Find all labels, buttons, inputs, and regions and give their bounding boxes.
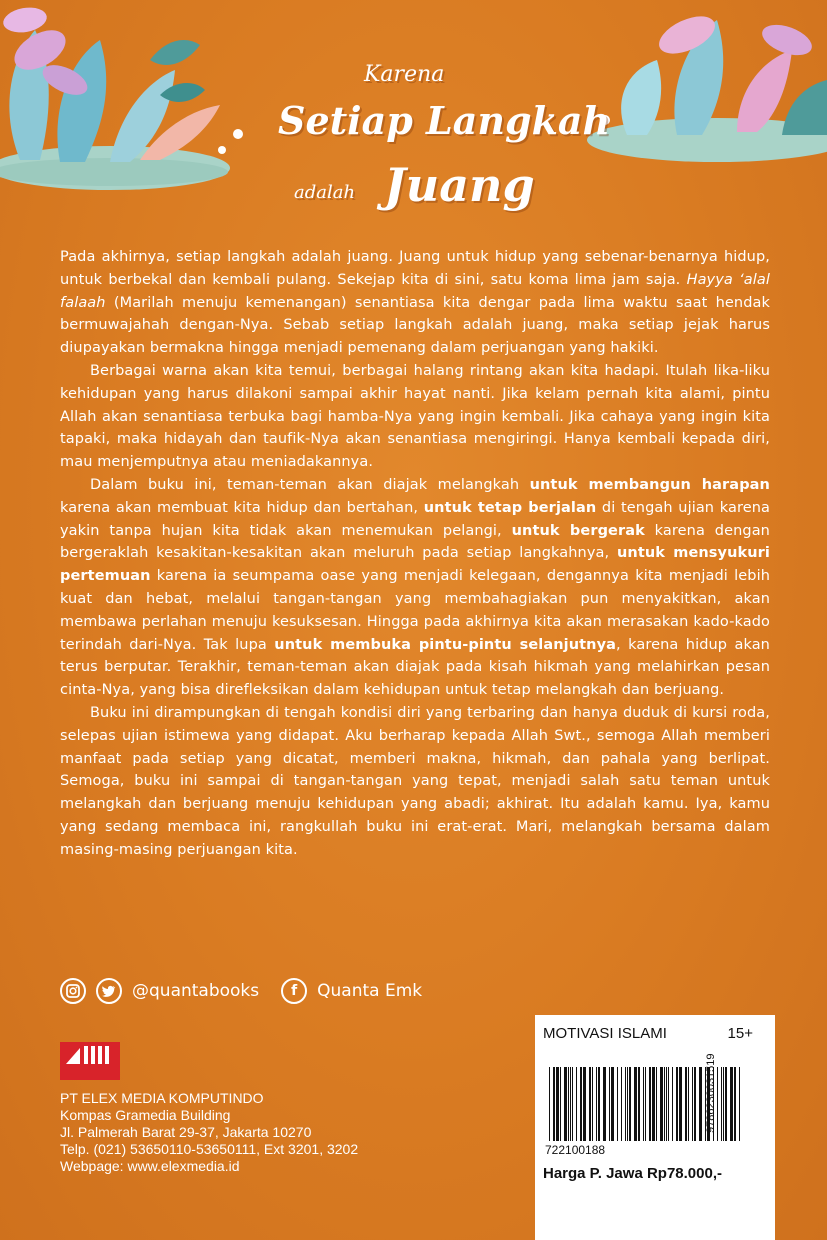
isbn-number: 9786230031519 bbox=[705, 1053, 717, 1133]
age-rating: 15+ bbox=[727, 1025, 753, 1042]
barcode-bar bbox=[739, 1067, 740, 1141]
social-links bbox=[60, 976, 422, 1006]
barcode-bar bbox=[652, 1067, 655, 1141]
barcode-bar bbox=[560, 1067, 561, 1141]
bold-phrase: untuk bergerak bbox=[511, 522, 645, 539]
twitter-icon[interactable] bbox=[96, 978, 122, 1004]
publisher-name: PT ELEX MEDIA KOMPUTINDO bbox=[60, 1090, 264, 1106]
barcode-bar bbox=[625, 1067, 626, 1141]
barcode-bar bbox=[692, 1067, 693, 1141]
facebook-icon[interactable]: f bbox=[281, 978, 307, 1004]
italic-phrase: Hayya ‘alal falaah bbox=[60, 271, 771, 311]
price-label: Harga P. Jawa Rp78.000,- bbox=[543, 1165, 722, 1182]
barcode-bar bbox=[668, 1067, 669, 1141]
bold-phrase: untuk mensyukuri pertemuan bbox=[60, 545, 770, 585]
barcode-bar bbox=[629, 1067, 631, 1141]
barcode-bar bbox=[589, 1067, 591, 1141]
barcode-bar bbox=[583, 1067, 586, 1141]
publisher-web: Webpage: www.elexmedia.id bbox=[60, 1158, 240, 1174]
barcode-bar bbox=[676, 1067, 678, 1141]
barcode-bar bbox=[694, 1067, 696, 1141]
blurb-paragraph-4 bbox=[60, 702, 770, 862]
barcode-bar bbox=[621, 1067, 622, 1141]
barcode-bar bbox=[549, 1067, 550, 1141]
barcode-bar bbox=[645, 1067, 646, 1141]
barcode-bar bbox=[649, 1067, 651, 1141]
blurb-paragraph-3 bbox=[60, 474, 770, 702]
text-run: karena dengan bergeraklah kesakitan-kesakitan akan meluruh pada setiap langkahnya, bbox=[60, 522, 770, 562]
barcode-bar bbox=[666, 1067, 667, 1141]
barcode-bar bbox=[609, 1067, 610, 1141]
barcode-bar bbox=[580, 1067, 582, 1141]
barcode-bar bbox=[596, 1067, 597, 1141]
barcode-bar bbox=[734, 1067, 736, 1141]
product-code: 722100188 bbox=[545, 1143, 606, 1157]
barcode-bar bbox=[603, 1067, 606, 1141]
barcode-bar bbox=[699, 1067, 702, 1141]
blurb-paragraph-1 bbox=[60, 246, 770, 360]
barcode-bar bbox=[592, 1067, 593, 1141]
book-category: MOTIVASI ISLAMI bbox=[543, 1025, 667, 1042]
barcode-bar bbox=[688, 1067, 689, 1141]
barcode-bar bbox=[730, 1067, 733, 1141]
text-run: Berbagai warna akan kita temui, berbagai halang rintang akan kita hadapi. Itulah lika-liku kehidupan yang harus dilakoni sampai akhir hayat nanti. Jika kelam pernah kita alami, pintu Allah akan senantiasa terbuka bagi hamba-Nya yang ingin kembali. Jika cahaya yang ingin kita tapaki, maka hidayah dan taufik-Nya akan senantiasa mengiringi. Hanya kembali kepada diri, mau menjemputnya atau meniadakannya. bbox=[60, 362, 770, 471]
title-line-3: adalah bbox=[294, 182, 356, 203]
barcode-bar bbox=[570, 1067, 571, 1141]
title-line-4: Juang bbox=[384, 158, 535, 212]
barcode-bar bbox=[656, 1067, 657, 1141]
barcode-bar bbox=[664, 1067, 665, 1141]
barcode-bar bbox=[572, 1067, 573, 1141]
book-title bbox=[272, 58, 611, 228]
text-run: Pada akhirnya, setiap langkah adalah juang. Juang untuk hidup yang sebenar-benarnya hidup, untuk berbekal dan kembali pulang. Sekejap kita di sini, satu koma lima jam saja. bbox=[60, 249, 770, 288]
barcode-bar bbox=[721, 1067, 722, 1141]
facebook-page[interactable]: Quanta Emk bbox=[317, 981, 423, 1001]
barcode-bar bbox=[717, 1067, 718, 1141]
barcode-bar bbox=[553, 1067, 555, 1141]
instagram-icon[interactable] bbox=[60, 978, 86, 1004]
title-line-1: Karena bbox=[364, 62, 445, 87]
publisher-phone: Telp. (021) 53650110-53650111, Ext 3201, 3202 bbox=[60, 1141, 359, 1157]
barcode-bar bbox=[643, 1067, 644, 1141]
barcode-bar bbox=[679, 1067, 682, 1141]
publisher-address: Jl. Palmerah Barat 29-37, Jakarta 10270 bbox=[60, 1124, 312, 1140]
plants-illustration-right bbox=[587, 0, 827, 180]
text-run: (Marilah menuju kemenangan) senantiasa kita dengar pada lima waktu saat hendak bermuwajahah dengan-Nya. Sebab setiap langkah adalah juang, maka setiap jejak harus diupayakan bermakna hingga menjadi pemenang dalam perjuangan yang hakiki. bbox=[60, 294, 770, 357]
bold-phrase: untuk tetap berjalan bbox=[423, 499, 597, 516]
text-run: , karena hidup akan terus berputar. Terakhir, teman-teman akan diajak pada kisah hikmah yang melahirkan pesan cinta-Nya, yang bisa direfleksikan dalam kehidupan untuk tetap melangkah dan berjuang. bbox=[60, 636, 770, 699]
text-run: di tengah ujian karena yakin tanpa hujan kita tidak akan menemukan pelangi, bbox=[60, 499, 770, 539]
barcode-bar bbox=[638, 1067, 640, 1141]
barcode-bar bbox=[725, 1067, 727, 1141]
barcode-bar bbox=[611, 1067, 614, 1141]
text-run: Buku ini dirampungkan di tengah kondisi diri yang terbaring dan hanya duduk di kursi roda, selepas ujian istimewa yang didapat. Aku berharap kepada Allah Swt., semoga Allah memberi manfaat pada setiap yang dicatat, memberi makna, hikmah, dan pahala yang berlipat. Semoga, buku ini sampai di tangan-tangan yang tepat, menjadi salah satu teman untuk melangkah dan berjuang menuju kehidupan yang abadi; akhirat. Itu adalah kamu. Iya, kamu yang sedang membaca ini, rangkullah buku ini erat-erat. Mari, melangkah bersama dalam masing-masing perjuangan kita. bbox=[60, 704, 770, 858]
barcode-bar bbox=[685, 1067, 687, 1141]
plants-illustration-left bbox=[0, 0, 250, 200]
social-handle[interactable]: @quantabooks bbox=[132, 981, 260, 1001]
elex-media-logo bbox=[60, 1042, 120, 1080]
barcode-bar bbox=[564, 1067, 567, 1141]
title-line-2: Setiap Langkah bbox=[278, 98, 611, 143]
bold-phrase: untuk membuka pintu-pintu selanjutnya bbox=[274, 636, 617, 653]
publisher-info bbox=[60, 1090, 358, 1175]
publisher-building: Kompas Gramedia Building bbox=[60, 1107, 231, 1123]
blurb-paragraph-2 bbox=[60, 360, 770, 474]
text-run: karena ia seumpama oase yang menjadi kelegaan, dengannya kita menjadi lebih kuat dan hebat, melalui tangan-tangan yang membahagiakan pun menyakitkan, akan membawa perlahan menuju kesuksesan. Hingga pada akhirnya kita akan merasakan kado-kado terindah dari-Nya. Tak lupa bbox=[60, 568, 770, 653]
barcode-bar bbox=[627, 1067, 628, 1141]
barcode-bar bbox=[672, 1067, 673, 1141]
barcode-bar bbox=[576, 1067, 577, 1141]
text-run: Dalam buku ini, teman-teman akan diajak melangkah bbox=[90, 476, 530, 493]
bold-phrase: untuk membangun harapan bbox=[529, 476, 770, 493]
barcode-bar bbox=[660, 1067, 663, 1141]
barcode-bar bbox=[617, 1067, 618, 1141]
barcode-panel bbox=[535, 1015, 775, 1240]
barcode-bar bbox=[634, 1067, 637, 1141]
blurb-text bbox=[60, 246, 770, 862]
barcode-bar bbox=[723, 1067, 724, 1141]
barcode-bar bbox=[568, 1067, 569, 1141]
barcode-bar bbox=[556, 1067, 559, 1141]
barcode-bar bbox=[598, 1067, 600, 1141]
text-run: karena akan membuat kita hidup dan bertahan, bbox=[60, 499, 424, 516]
